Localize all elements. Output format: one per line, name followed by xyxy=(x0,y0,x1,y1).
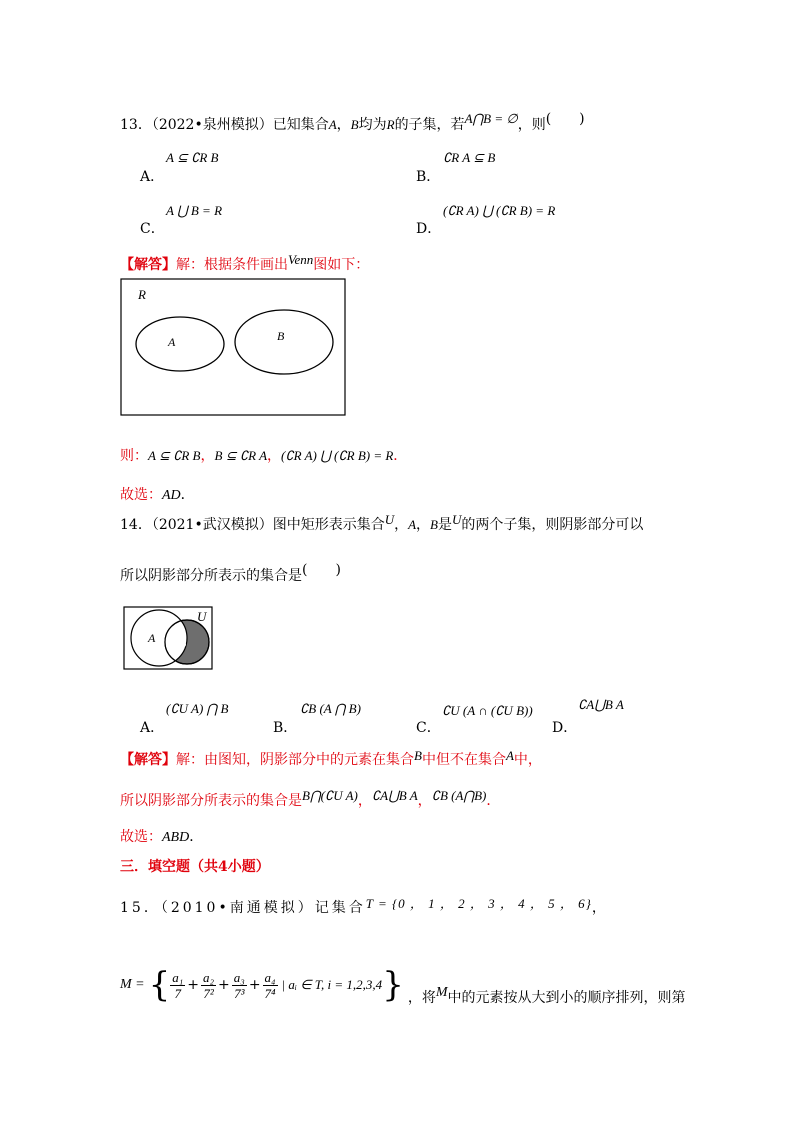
q13-choice-line: 故选：AD． xyxy=(120,487,195,503)
q14-option-a-formula: (∁U A) ⋂ B xyxy=(166,701,229,716)
q14-option-c[interactable]: C． xyxy=(416,720,441,736)
q15-term-1: $\frac{\text{a₁}}{7}$ xyxy=(172,969,184,1001)
section-heading: 三．填空题（共4小题） xyxy=(120,859,270,875)
q15-set-m-definition: M = { $\frac{\text{a₁}}{7}$ + $\frac{\text{a₂}}{\text{7²}}$ + $\frac{\text{a₃}}{\text{7³}}$ + $\frac{\text{a₄}}{\text{7⁴}}$ | aᵢ ∈ T, i = 1,2,3,4 } ，将 M 中的元素按从大到小的顺序排列，则第 xyxy=(120,965,686,1006)
q13-option-b[interactable]: B． xyxy=(416,169,441,185)
q13-venn-diagram xyxy=(120,278,346,416)
q13-option-c[interactable]: C． xyxy=(140,221,165,237)
q13-option-b-formula: ∁R A ⊆ B xyxy=(443,150,496,165)
q15-term-3: $\frac{\text{a₃}}{\text{7³}}$ xyxy=(233,969,245,1001)
q14-venn-set-a-label: A xyxy=(148,631,156,645)
q14-answer-line: 【解答】解：由图知，阴影部分中的元素在集合B中但不在集合A中， xyxy=(120,748,542,768)
q13-result-line: 则：A ⊆ ∁R B，B ⊆ ∁R A，(∁R A) ⋃ (∁R B) = R． xyxy=(120,448,408,464)
q13-option-d[interactable]: D． xyxy=(416,221,442,237)
q14-stem-line2: 所以阴影部分所表示的集合是( ) xyxy=(120,562,341,584)
q13-venn-universe-rect xyxy=(121,279,345,415)
q13-venn-universe-label: R xyxy=(138,287,146,302)
q13-option-d-formula: (∁R A) ⋃ (∁R B) = R xyxy=(443,203,556,218)
q13-venn-set-a-label: A xyxy=(168,335,176,349)
q14-venn-diagram xyxy=(123,606,213,670)
q14-result-line: 所以阴影部分所表示的集合是B⋂(∁U A)，∁A⋃B A，∁B (A⋂B)． xyxy=(120,788,501,809)
q14-option-d-formula: ∁A⋃B A xyxy=(578,697,624,712)
q14-option-a[interactable]: A． xyxy=(140,720,165,736)
q13-venn-set-b-label: B xyxy=(277,329,285,343)
q13-option-a-formula: A ⊆ ∁R B xyxy=(166,150,219,165)
q13-option-c-formula: A ⋃ B = R xyxy=(166,203,223,218)
q14-venn-universe-label: U xyxy=(197,609,207,624)
q14-stem: 14．（2021•武汉模拟）图中矩形表示集合U，A，B是U的两个子集，则阴影部分可以 xyxy=(120,512,644,533)
q14-option-b-formula: ∁B (A ⋂ B) xyxy=(300,701,361,716)
q14-choice-line: 故选：ABD． xyxy=(120,829,204,845)
q14-option-b[interactable]: B． xyxy=(273,720,298,736)
q13-option-a[interactable]: A． xyxy=(140,169,165,185)
q14-venn-set-b-label: B xyxy=(179,636,187,650)
q13-answer-line: 【解答】解：根据条件画出Venn图如下： xyxy=(120,252,370,273)
q15-stem: 15．（2010•南通模拟）记集合T = {0 ， 1 ， 2 ， 3 ， 4 ， 5 ， 6}， xyxy=(120,896,609,916)
q13-stem: 13．（2022•泉州模拟）已知集合A，B均为R的子集，若A⋂B = ∅，则( ) xyxy=(120,111,585,133)
q14-option-d[interactable]: D． xyxy=(552,720,578,736)
q15-term-2: $\frac{\text{a₂}}{\text{7²}}$ xyxy=(203,969,215,1001)
q14-option-c-formula: ∁U (A ∩ (∁U B)) xyxy=(442,703,533,718)
q15-term-4: $\frac{\text{a₄}}{\text{7⁴}}$ xyxy=(264,969,276,1001)
